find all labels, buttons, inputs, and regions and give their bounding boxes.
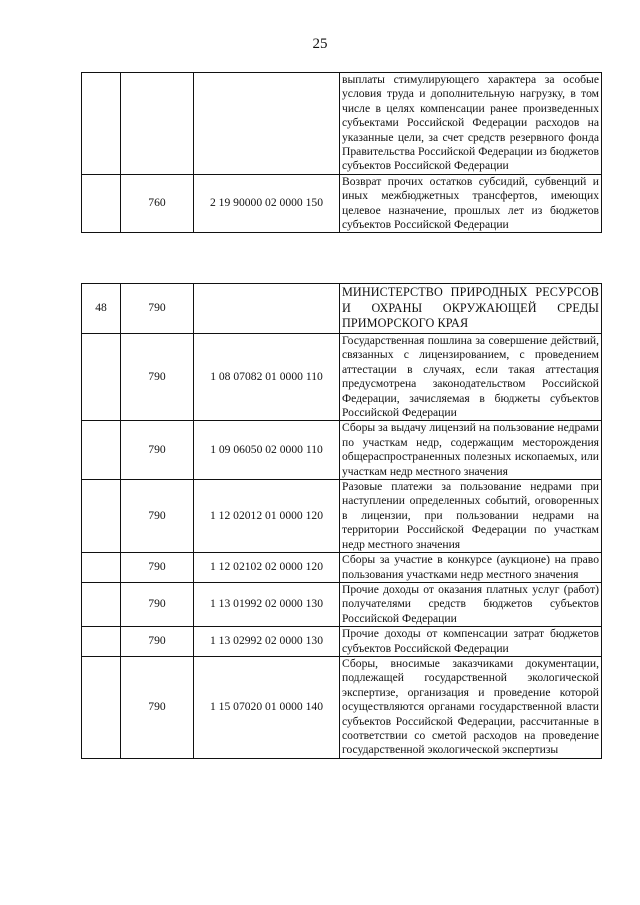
revenue-code: 1 08 07082 01 0000 110 xyxy=(194,334,340,421)
table-row xyxy=(82,656,602,758)
table-row xyxy=(82,334,602,421)
revenue-code xyxy=(194,73,340,175)
revenue-code: 1 12 02012 01 0000 120 xyxy=(194,480,340,553)
table-row xyxy=(82,174,602,233)
revenue-name: выплаты стимулирующего характера за особые условия труда и дополнительную нагрузку, в том числе в целях компенсации ранее произведенных субъектами Российской Федерации расходов на указанные цели, за счет средств резервного фонда Правительства Российской Федерации из бюджетов субъектов Российской Федерации xyxy=(340,73,602,175)
revenue-name: Сборы, вносимые заказчиками документации, подлежащей государственной экологической экспертизе, организация и проведение которой осуществляются органами государственной власти субъектов Российской Федерации, рассчитанные в соответствии со сметой расходов на проведение государственной экологической экспертизы xyxy=(340,656,602,758)
row-number xyxy=(82,73,121,175)
row-number xyxy=(82,582,121,626)
revenue-code: 1 13 01992 02 0000 130 xyxy=(194,582,340,626)
ministry-name: МИНИСТЕРСТВО ПРИРОДНЫХ РЕСУРСОВ И ОХРАНЫ ОКРУЖАЮЩЕЙ СРЕДЫ ПРИМОРСКОГО КРАЯ xyxy=(340,284,602,334)
table-row xyxy=(82,421,602,480)
revenue-code: 1 09 06050 02 0000 110 xyxy=(194,421,340,480)
revenue-name: Прочие доходы от компенсации затрат бюджетов субъектов Российской Федерации xyxy=(340,627,602,657)
table-row xyxy=(82,582,602,626)
admin-code: 790 xyxy=(121,582,194,626)
page-number: 25 xyxy=(312,36,328,52)
revenue-name: Сборы за выдачу лицензий на пользование недрами по участкам недр, содержащим месторождения общераспространенных полезных ископаемых, или участкам недр местного значения xyxy=(340,421,602,480)
admin-code: 790 xyxy=(121,553,194,583)
table-row xyxy=(82,627,602,657)
row-number: 48 xyxy=(82,284,121,334)
revenue-code: 1 13 02992 02 0000 130 xyxy=(194,627,340,657)
row-number xyxy=(82,334,121,421)
revenue-code: 1 15 07020 01 0000 140 xyxy=(194,656,340,758)
row-number xyxy=(82,656,121,758)
revenue-code: 1 12 02102 02 0000 120 xyxy=(194,553,340,583)
revenue-name: Прочие доходы от оказания платных услуг (работ) получателями средств бюджетов субъектов Российской Федерации xyxy=(340,582,602,626)
admin-code: 790 xyxy=(121,421,194,480)
admin-code: 790 xyxy=(121,480,194,553)
table-row xyxy=(82,553,602,583)
admin-code xyxy=(121,73,194,175)
revenue-code: 2 19 90000 02 0000 150 xyxy=(194,174,340,233)
row-number xyxy=(82,174,121,233)
revenue-code xyxy=(194,284,340,334)
row-number xyxy=(82,553,121,583)
row-number xyxy=(82,627,121,657)
revenue-name: Государственная пошлина за совершение действий, связанных с лицензированием, с проведением аттестации в случаях, если такая аттестация предусмотрена законодательством Российской Федерации, зачисляемая в бюджеты субъектов Российской Федерации xyxy=(340,334,602,421)
admin-code: 790 xyxy=(121,656,194,758)
admin-code: 760 xyxy=(121,174,194,233)
table-row xyxy=(82,284,602,334)
admin-code: 790 xyxy=(121,284,194,334)
revenue-name: Возврат прочих остатков субсидий, субвенций и иных межбюджетных трансфертов, имеющих целевое назначение, прошлых лет из бюджетов субъектов Российской Федерации xyxy=(340,174,602,233)
row-number xyxy=(82,421,121,480)
admin-code: 790 xyxy=(121,334,194,421)
row-number xyxy=(82,480,121,553)
revenue-table-ministry xyxy=(81,283,602,759)
revenue-name: Разовые платежи за пользование недрами при наступлении определенных событий, оговоренных в лицензии, при пользовании недрами на территории Российской Федерации по участкам недр местного значения xyxy=(340,480,602,553)
table-row xyxy=(82,480,602,553)
revenue-table-continued xyxy=(81,72,602,233)
revenue-name: Сборы за участие в конкурсе (аукционе) на право пользования участками недр местного значения xyxy=(340,553,602,583)
table-row xyxy=(82,73,602,175)
admin-code: 790 xyxy=(121,627,194,657)
